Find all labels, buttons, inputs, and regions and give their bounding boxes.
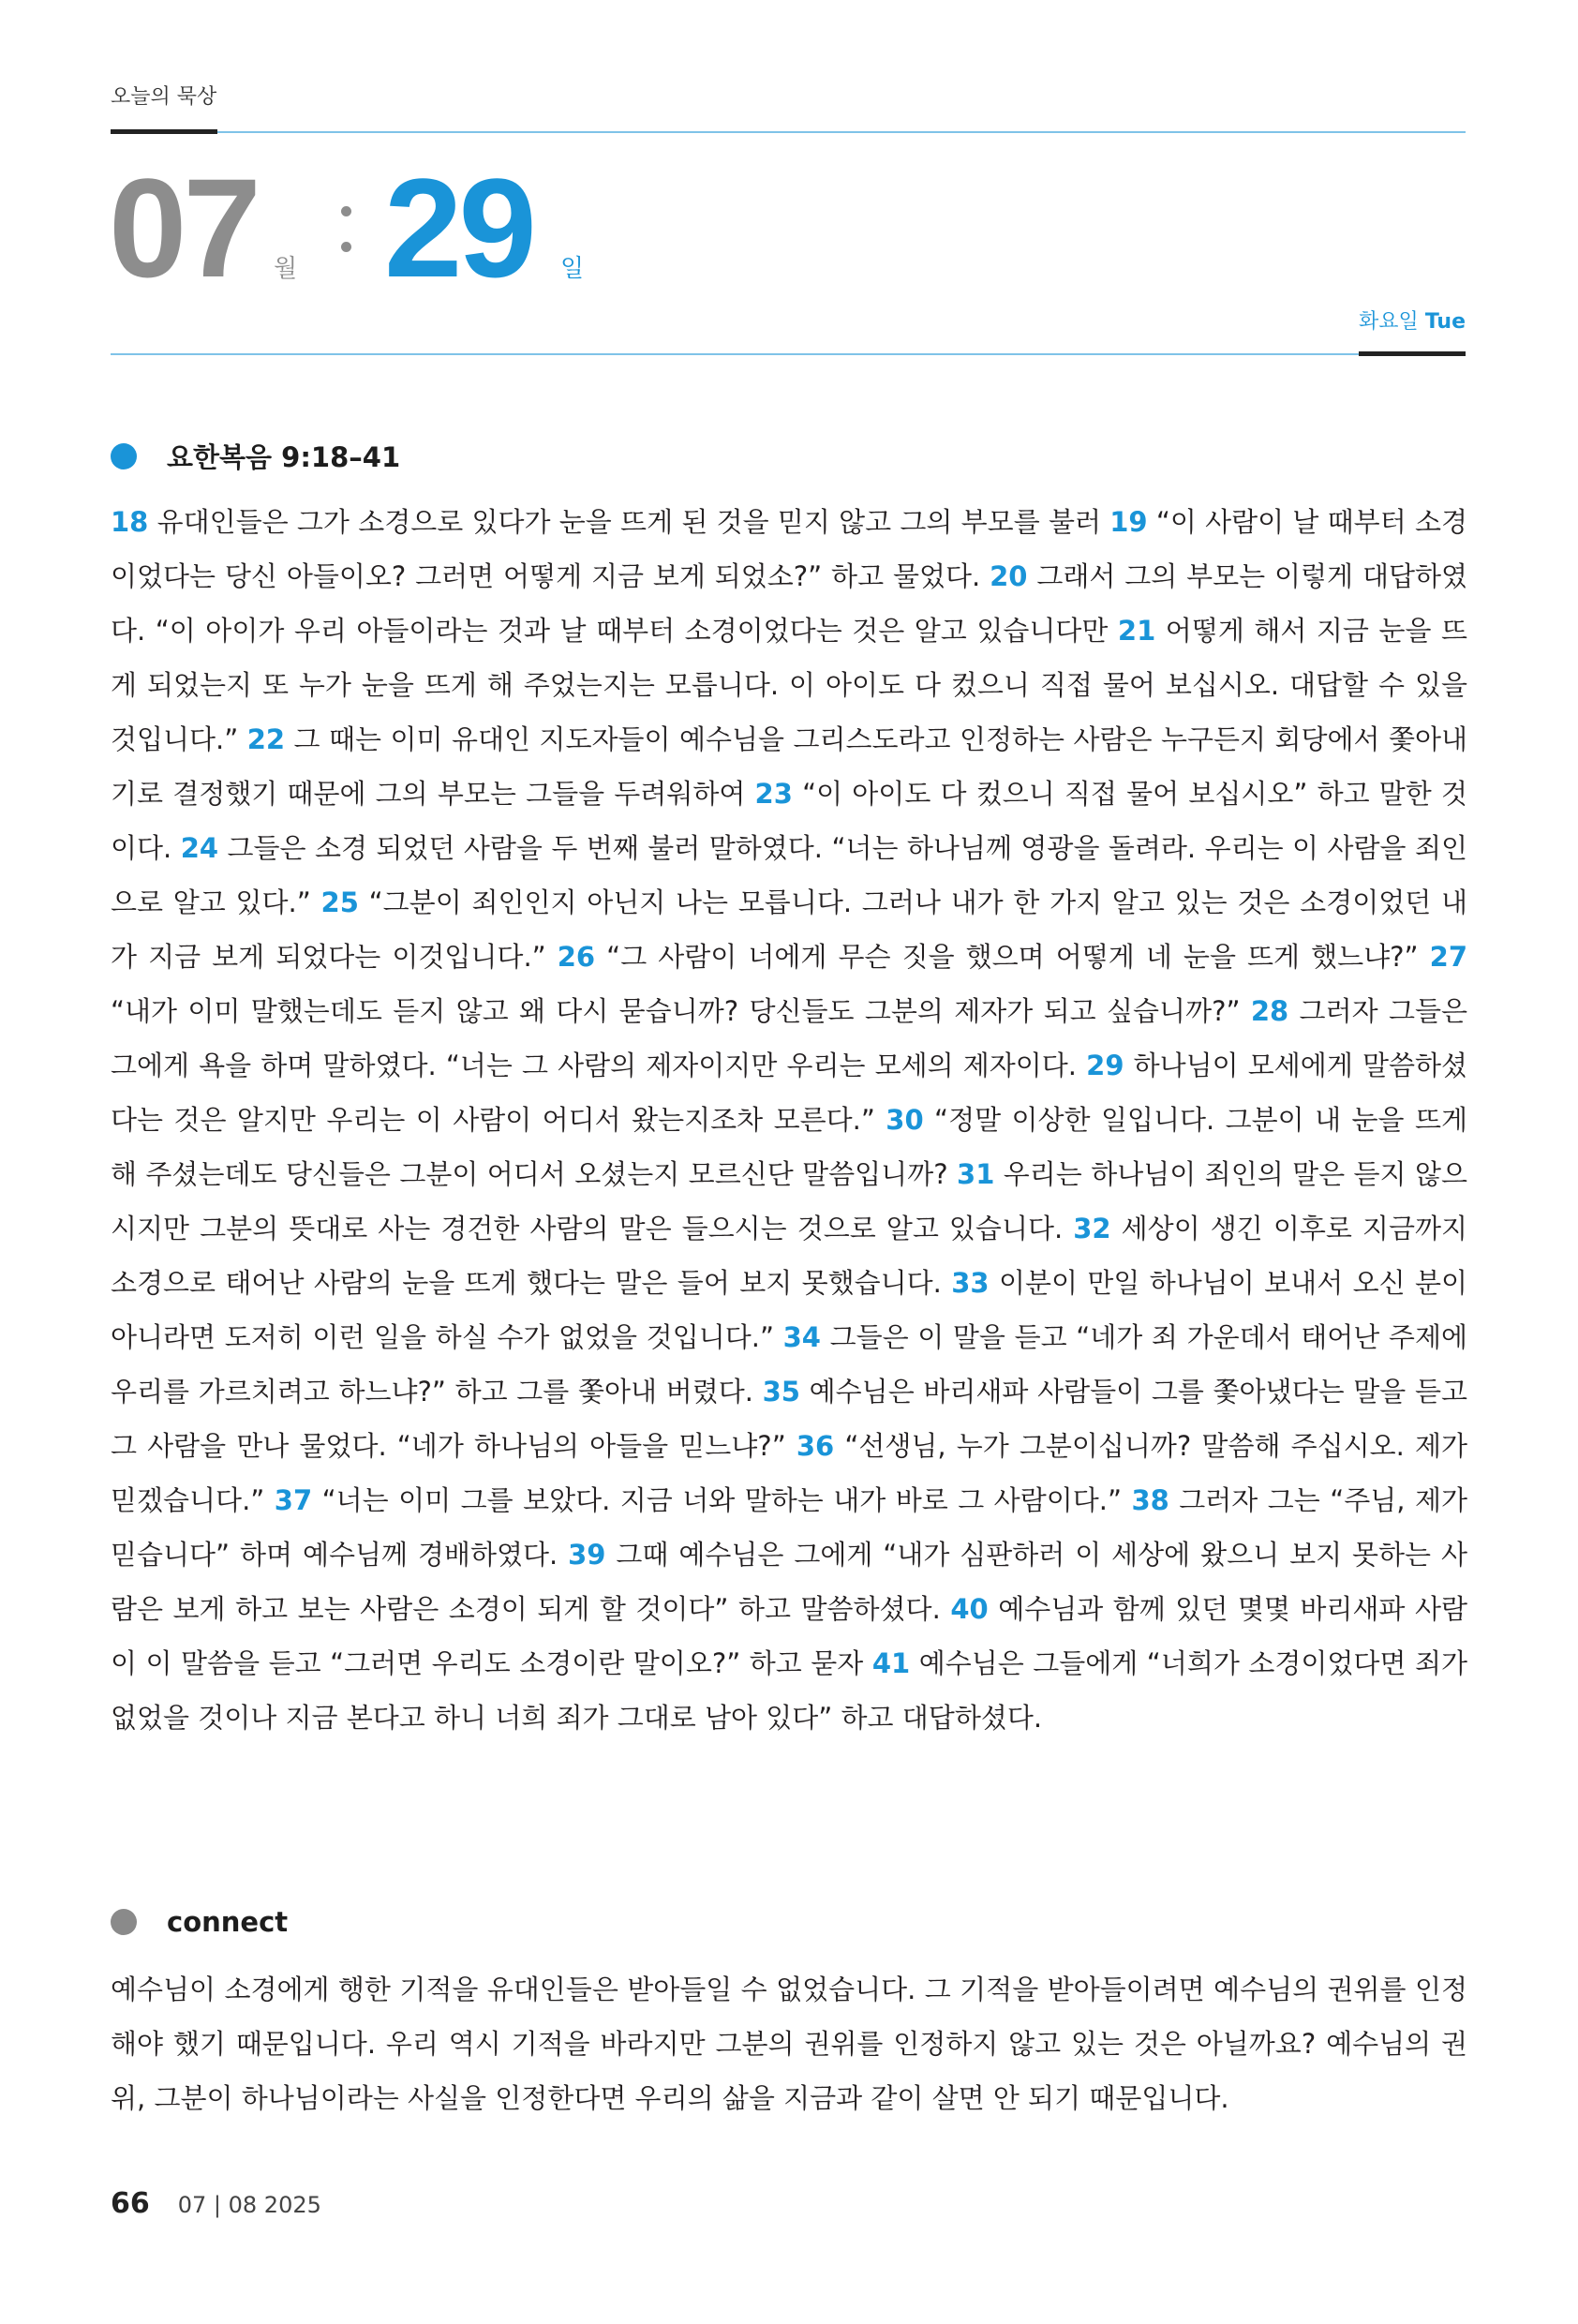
verse-number: 19 [1109,506,1148,538]
verse-number: 25 [320,886,359,918]
scripture-reference: 요한복음 9:18–41 [167,441,401,473]
bullet-dot-icon [111,443,137,469]
bullet-dot-icon [111,1909,137,1935]
verse-text: 하나님이 모세에게 말씀하셨다는 것은 알지만 우리는 이 사람이 어디서 왔는지조차 모른다.” [111,1050,1468,1136]
verse-number: 38 [1131,1484,1169,1516]
verse-number: 21 [1117,615,1156,647]
verse-text: “그분이 죄인인지 아닌지 나는 모릅니다. 그러나 내가 한 가지 알고 있는 것은 소경이었던 내가 지금 보게 되었다는 이것입니다.” [111,886,1467,973]
verse-number: 29 [1086,1050,1124,1081]
verse-text: 어떻게 해서 지금 눈을 뜨게 되었는지 또 누가 눈을 뜨게 해 주었는지는 모릅니다. 이 아이도 다 컸으니 직접 물어 보십시오. 대답할 수 있을 것입니다.” [111,615,1468,755]
verse-text: 유대인들은 그가 소경으로 있다가 눈을 뜨게 된 것을 믿지 않고 그의 부모를 불러 [148,506,1110,538]
verse-text: 예수님과 함께 있던 몇몇 바리새파 사람이 이 말씀을 듣고 “그러면 우리도 소경이란 말이오?” 하고 묻자 [111,1593,1467,1679]
weekday-korean: 화요일 [1359,310,1419,334]
verse-number: 20 [990,560,1028,592]
verse-text: 그 때는 이미 유대인 지도자들이 예수님을 그리스도라고 인정하는 사람은 누구든지 회당에서 쫓아내기로 결정했기 때문에 그의 부모는 그들을 두려워하여 [111,723,1467,810]
verse-text: 예수님은 바리새파 사람들이 그를 쫓아냈다는 말을 듣고 그 사람을 만나 물었다. “네가 하나님의 아들을 믿느냐?” [111,1376,1467,1462]
verse-number: 23 [754,778,793,810]
verse-number: 39 [568,1539,606,1571]
verse-number: 36 [796,1430,835,1462]
verse-number: 32 [1073,1213,1111,1244]
verse-text: 그때 예수님은 그에게 “내가 심판하러 이 세상에 왔으니 보지 못하는 사람은 보게 하고 보는 사람은 소경이 되게 할 것이다” 하고 말씀하셨다. [111,1539,1467,1625]
verse-text: 이분이 만일 하나님이 보내서 오신 분이 아니라면 도저히 이런 일을 하실 수가 없었을 것입니다.” [111,1267,1467,1353]
date-divider [111,353,1466,355]
verse-number: 34 [782,1321,821,1353]
verse-text: “이 사람이 날 때부터 소경이었다는 당신 아들이오? 그러면 어떻게 지금 보게 되었소?” 하고 물었다. [111,506,1467,592]
verse-number: 35 [762,1376,800,1408]
day-number: 29 [384,149,533,306]
verse-number: 24 [180,832,219,864]
scripture-heading [111,437,400,475]
page-footer [111,2187,321,2220]
verse-text: “선생님, 누가 그분이십니까? 말씀해 주십시오. 제가 믿겠습니다.” [111,1430,1467,1516]
issue-date: 07 | 08 2025 [177,2192,321,2218]
verse-number: 41 [871,1647,911,1679]
verse-text: “너는 이미 그를 보았다. 지금 너와 말하는 내가 바로 그 사람이다.” [312,1484,1132,1516]
verse-text: 예수님은 그들에게 “너희가 소경이었다면 죄가 없었을 것이나 지금 본다고 하니 너희 죄가 그대로 남아 있다” 하고 대답하셨다. [111,1647,1467,1734]
month-unit: 월 [274,255,298,283]
verse-number: 30 [886,1104,924,1136]
page-number: 66 [111,2187,150,2220]
scripture-text [111,495,1467,1745]
date-divider-accent [1359,351,1466,356]
verse-text: “정말 이상한 일입니다. 그분이 내 눈을 뜨게 해 주셨는데도 당신들은 그분이 어디서 오셨는지 모르신단 말씀입니까? [111,1104,1467,1190]
weekday-english: Tue [1424,310,1466,334]
verse-number: 40 [950,1593,989,1625]
header-divider-accent [111,129,217,134]
verse-text: 우리는 하나님이 죄인의 말은 듣지 않으시지만 그분의 뜻대로 사는 경건한 사람의 말은 들으시는 것으로 알고 있습니다. [111,1158,1468,1244]
section-label: 오늘의 묵상 [111,85,217,109]
verse-text: “이 아이도 다 컸으니 직접 물어 보십시오” 하고 말한 것이다. [111,778,1467,864]
connect-title: connect [167,1906,289,1938]
header-divider [111,131,1466,133]
verse-number: 26 [557,941,596,973]
day-unit: 일 [560,255,585,283]
date-colon-icon [341,199,352,259]
verse-text: “내가 이미 말했는데도 듣지 않고 왜 다시 묻습니까? 당신들도 그분의 제자가 되고 싶습니까?” [111,995,1251,1027]
verse-number: 18 [111,506,149,538]
verse-number: 33 [951,1267,990,1299]
verse-text: 그러자 그들은 그에게 욕을 하며 말하였다. “너는 그 사람의 제자이지만 우리는 모세의 제자이다. [111,995,1467,1081]
verse-number: 31 [957,1158,995,1190]
verse-text: 그러자 그는 “주님, 제가 믿습니다” 하며 예수님께 경배하였다. [111,1484,1468,1571]
verse-number: 37 [274,1484,313,1516]
verse-number: 22 [246,723,286,755]
verse-number: 27 [1429,941,1467,973]
month-number: 07 [109,149,258,306]
verse-text: 세상이 생긴 이후로 지금까지 소경으로 태어난 사람의 눈을 뜨게 했다는 말은 들어 보지 못했습니다. [111,1213,1467,1299]
verse-text: 그들은 이 말을 듣고 “네가 죄 가운데서 태어난 주제에 우리를 가르치려고 하느냐?” 하고 그를 쫓아내 버렸다. [111,1321,1467,1408]
verse-number: 28 [1250,995,1289,1027]
verse-text: 그들은 소경 되었던 사람을 두 번째 불러 말하였다. “너는 하나님께 영광을 돌려라. 우리는 이 사람을 죄인으로 알고 있다.” [111,832,1468,918]
verse-text: “그 사람이 너에게 무슨 짓을 했으며 어떻게 네 눈을 뜨게 했느냐?” [595,941,1430,973]
connect-heading [111,1906,288,1938]
connect-text: 예수님이 소경에게 행한 기적을 유대인들은 받아들일 수 없었습니다. 그 기적을 받아들이려면 예수님의 권위를 인정해야 했기 때문입니다. 우리 역시 기적을 바라지만 그분의 권위를 인정하지 않고 있는 것은 아닐까요? 예수님의 권위, 그분이 하나님이라는 사실을 인정한다면 우리의 삶을 지금과 같이 살면 안 되기 때문입니다. [111,1974,1467,2114]
verse-text: 그래서 그의 부모는 이렇게 대답하였다. “이 아이가 우리 아들이라는 것과 날 때부터 소경이었다는 것은 알고 있습니다만 [111,560,1467,647]
weekday [1359,305,1466,335]
